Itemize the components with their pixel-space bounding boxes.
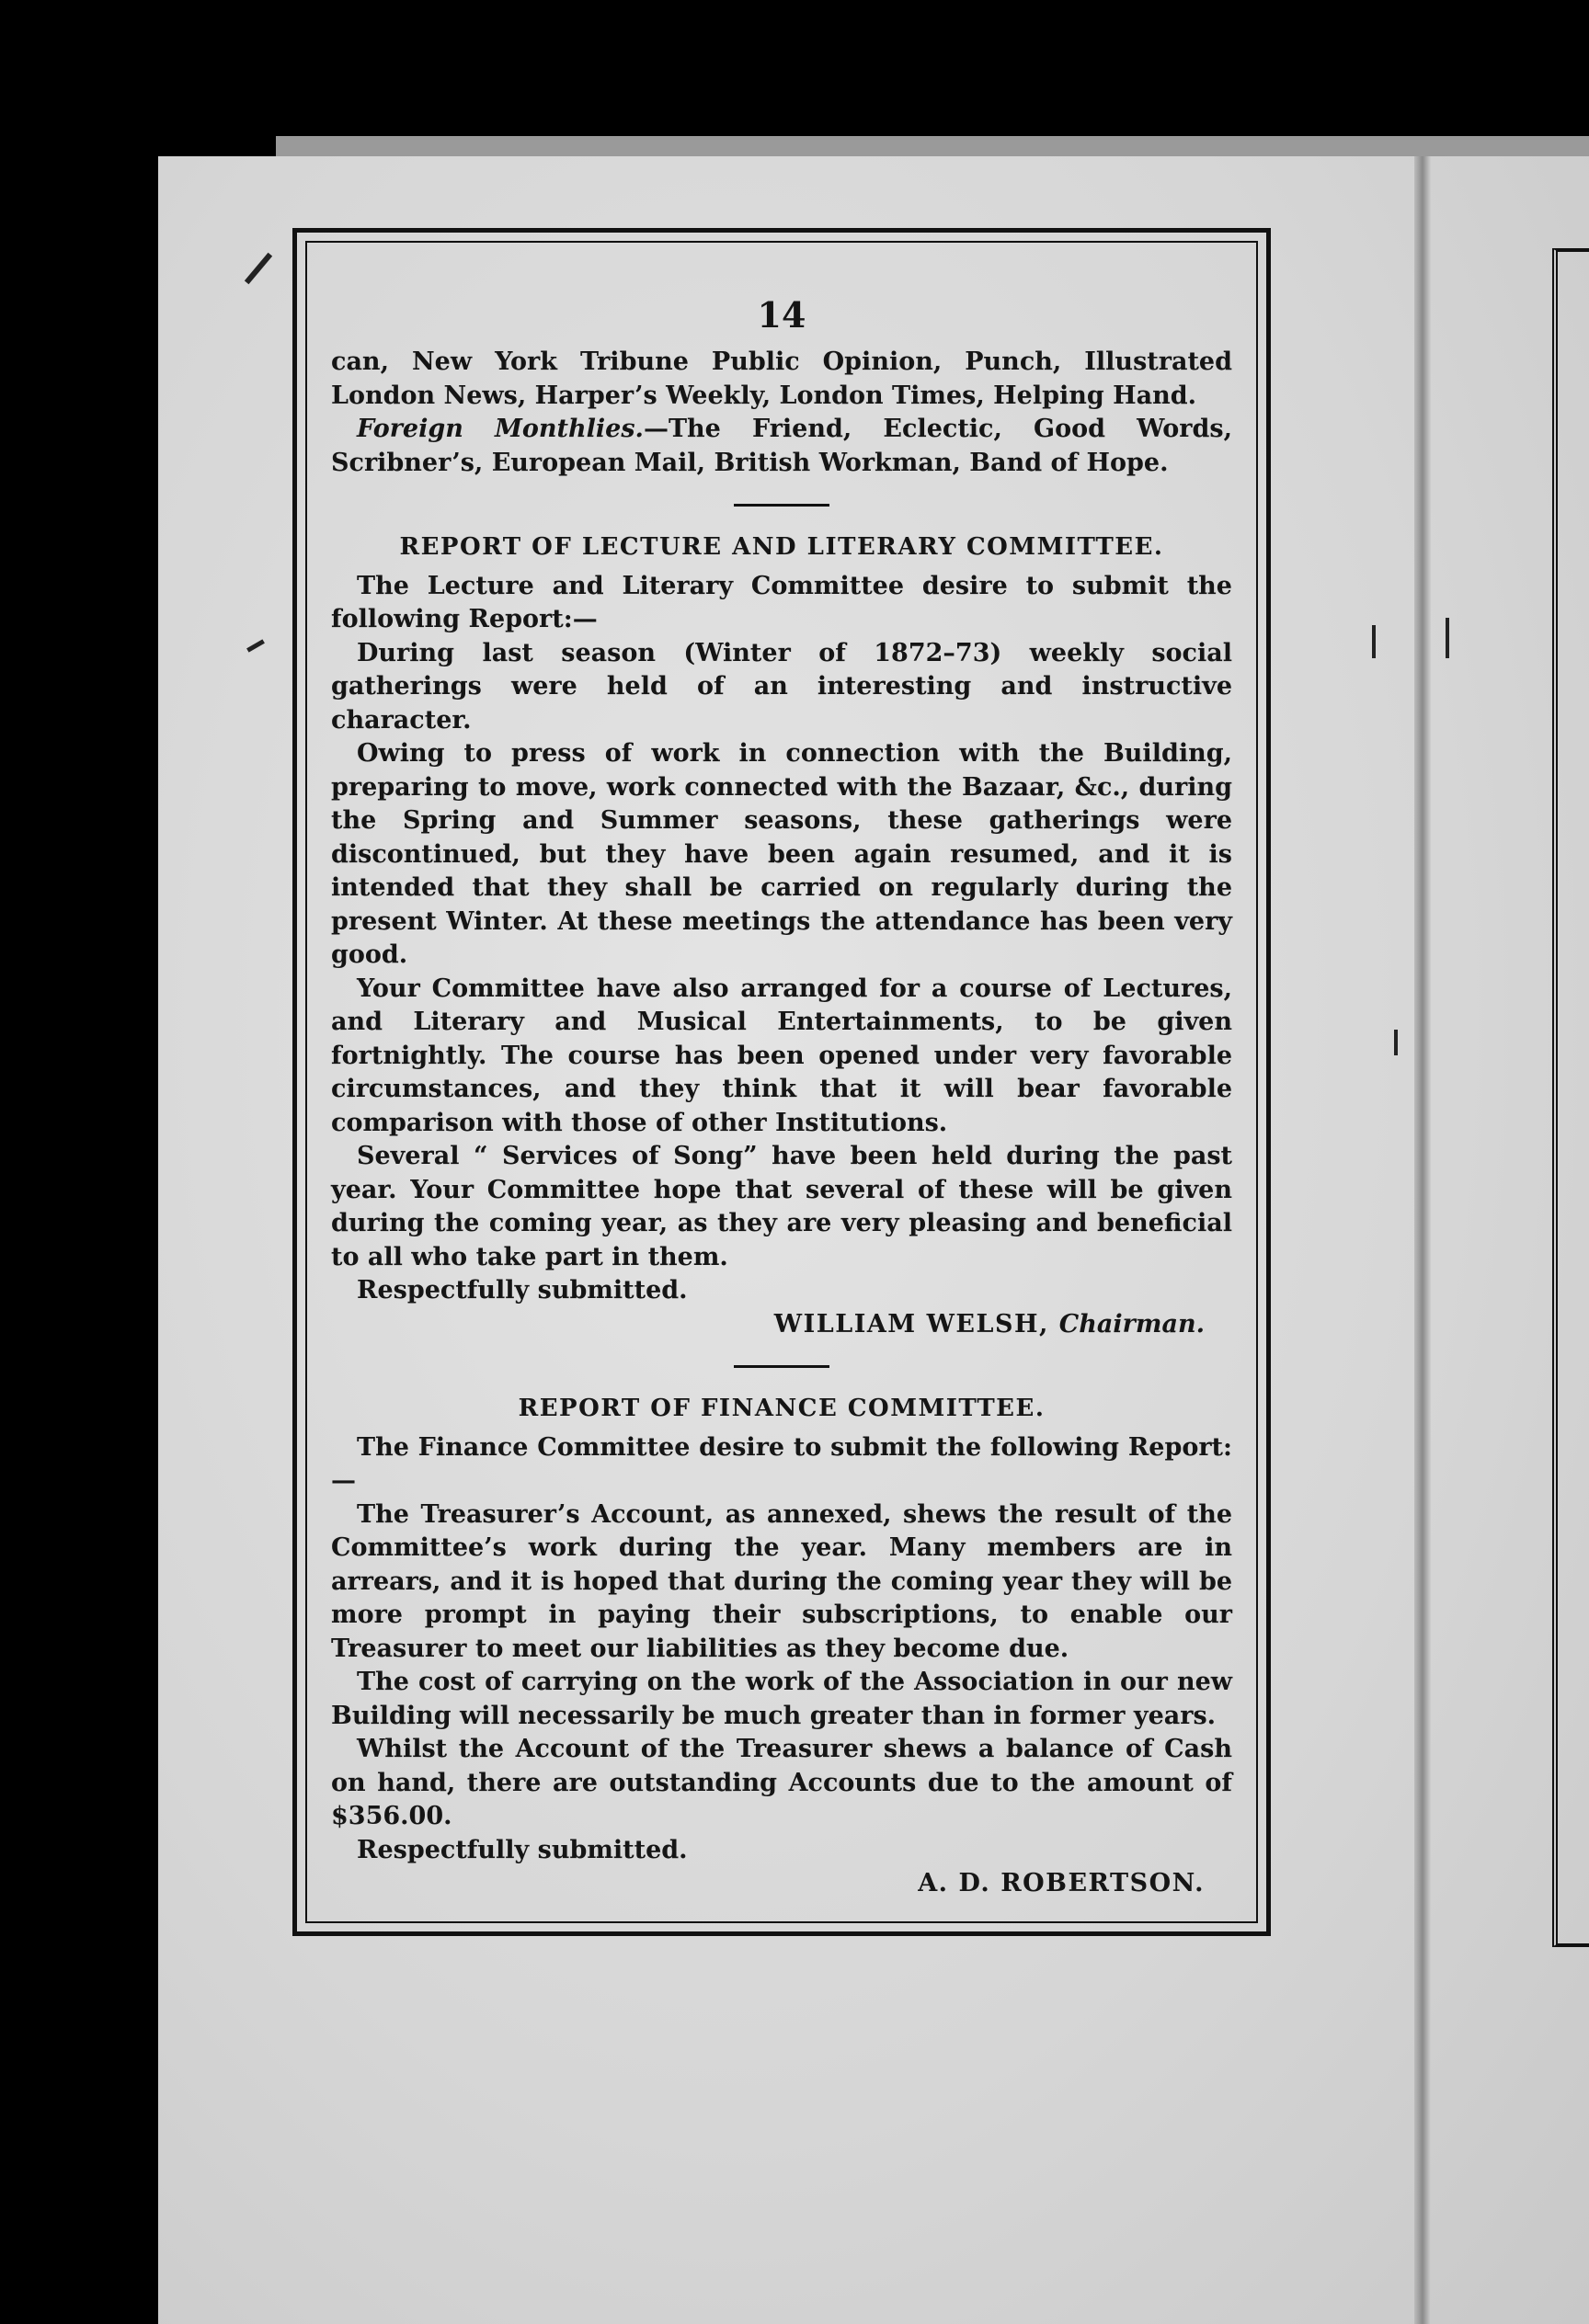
finance-paragraph: Whilst the Account of the Treasurer shews a balance of Cash on hand, there are outstanding Accounts due to the amount of $356.00. [331, 1735, 1232, 1830]
lecture-signature [331, 1308, 1232, 1342]
monthlies-label: Foreign Monthlies. [357, 415, 644, 443]
stray-pen-mark [1372, 625, 1376, 658]
stray-pen-mark [1394, 1030, 1398, 1055]
periodicals-weekly: can, New York Tribune Public Opinion, Punch, Illustrated London News, Harper’s Weekly, London Times, Helping Hand. [331, 347, 1232, 410]
lecture-report-heading: REPORT OF LECTURE AND LITERARY COMMITTEE. [399, 533, 1164, 561]
finance-report-heading: REPORT OF FINANCE COMMITTEE. [518, 1395, 1046, 1422]
lecture-closing: Respectfully submitted. [357, 1276, 688, 1304]
section-divider [734, 1365, 829, 1368]
lecture-paragraph: Several “ Services of Song” have been held during the past year. Your Committee hope that several of these will be given during the coming year, as they are very pleasing and beneficial to all who take part in them. [331, 1142, 1232, 1271]
finance-paragraph: The Treasurer’s Account, as annexed, shews the result of the Committee’s work during the year. Many members are in arrears, and it is hoped that during the coming year they will be more prompt in paying their subscriptions, to enable our Treasurer to meet our liabilities as they become due. [331, 1499, 1232, 1663]
periodicals-monthly [331, 413, 1232, 480]
lecture-paragraph: During last season (Winter of 1872–73) weekly social gatherings were held of an interesting and instructive character. [331, 638, 1232, 735]
finance-closing: Respectfully submitted. [357, 1835, 688, 1864]
page-text [331, 292, 1232, 1901]
page-fold [1414, 156, 1431, 2324]
finance-paragraph: The Finance Committee desire to submit the following Report:— [331, 1432, 1232, 1495]
monthlies-text: —The Friend, Eclectic, Good Words, Scribner’s, European Mail, British Workman, Band of Hope. [331, 415, 1232, 477]
lecture-paragraph: Owing to press of work in connection with the Building, preparing to move, work connected with the Bazaar, &c., during the Spring and Summer seasons, these gatherings were discontinued, but they have been again resumed, and it is intended that they shall be carried on regularly during the present Winter. At these meetings the attendance has been very good. [331, 739, 1232, 969]
lecture-signatory-title: Chairman. [1058, 1309, 1205, 1339]
section-divider [734, 504, 829, 507]
lecture-paragraph: Your Committee have also arranged for a course of Lectures, and Literary and Musical Entertainments, to be given fortnightly. The course has been opened under very favorable circumstances, and they think that it will bear favorable comparison with those of other Institutions. [331, 974, 1232, 1137]
lecture-paragraph: The Lecture and Literary Committee desire to submit the following Report:— [331, 571, 1232, 633]
finance-signature: A. D. ROBERTSON. [918, 1869, 1205, 1897]
page-number: 14 [757, 294, 806, 336]
facing-page-border [1552, 248, 1589, 1947]
finance-paragraph: The cost of carrying on the work of the Association in our new Building will necessarily be much greater than in former years. [331, 1668, 1232, 1730]
stray-pen-mark [1446, 618, 1449, 658]
lecture-signatory-name: WILLIAM WELSH, [773, 1309, 1049, 1339]
